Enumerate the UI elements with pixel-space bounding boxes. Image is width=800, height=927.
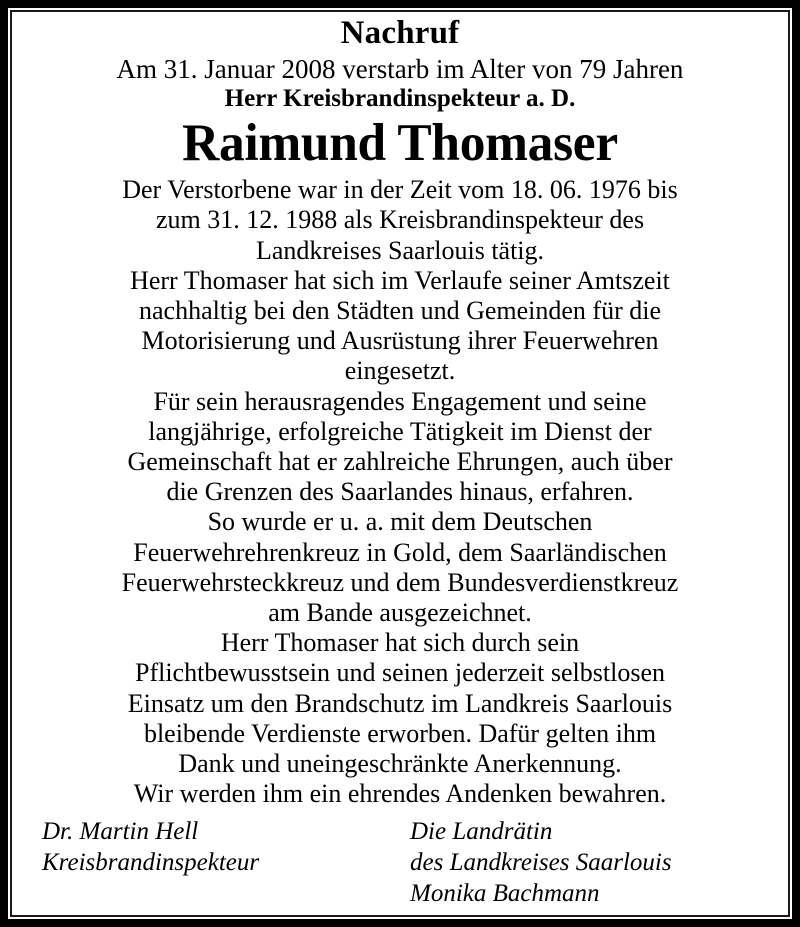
deceased-rank-line: Herr Kreisbrandinspekteur a. D. <box>224 84 576 112</box>
signatory-name: Dr. Martin Hell <box>42 818 199 846</box>
notice-title: Nachruf <box>340 15 460 51</box>
signatory-role: Die Landrätin <box>410 818 553 846</box>
body-line: langjährige, erfolgreiche Tätigkeit im Dienst der <box>148 416 652 446</box>
signatory-name: Monika Bachmann <box>410 880 600 908</box>
body-line: bleibende Verdienste erworben. Dafür gelten ihm <box>143 718 657 748</box>
body-line: Wir werden ihm ein ehrendes Andenken bewahren. <box>133 779 667 809</box>
body-line: nachhaltig bei den Städten und Gemeinden für die <box>138 295 661 325</box>
body-line: am Bande ausgezeichnet. <box>268 598 532 627</box>
body-line: So wurde er u. a. mit dem Deutschen <box>207 507 593 537</box>
signatory-title: Kreisbrandinspekteur <box>42 849 260 877</box>
signatory-authority: des Landkreises Saarlouis <box>410 849 672 877</box>
deceased-name: Raimund Thomaser <box>182 113 618 172</box>
body-line: Motorisierung und Ausrüstung ihrer Feuerwehren <box>141 326 659 356</box>
body-line: Landkreises Saarlouis tätig. <box>255 235 545 265</box>
death-announcement-line: Am 31. Januar 2008 verstarb im Alter von 79 Jahren <box>116 53 684 84</box>
obituary-body <box>28 175 772 809</box>
signature-right <box>410 816 772 909</box>
body-line: Pflichtbewusstsein und seinen jederzeit selbstlosen <box>134 658 665 688</box>
body-line: Feuerwehrsteckkreuz und dem Bundesverdienstkreuz <box>121 567 679 597</box>
obituary-notice <box>8 8 792 919</box>
signature-left <box>42 816 410 878</box>
body-line: Herr Thomaser hat sich im Verlaufe seiner Amtszeit <box>130 265 670 295</box>
signature-block <box>28 816 772 909</box>
body-line: eingesetzt. <box>344 356 456 386</box>
body-line: Einsatz um den Brandschutz im Landkreis Saarlouis <box>127 688 673 718</box>
body-line: Für sein herausragendes Engagement und seine <box>153 386 647 416</box>
body-line: zum 31. 12. 1988 als Kreisbrandinspekteur des <box>155 205 645 235</box>
body-line: Dank und uneingeschränkte Anerkennung. <box>178 749 622 779</box>
body-line: Herr Thomaser hat sich durch sein <box>220 628 580 658</box>
body-line: die Grenzen des Saarlandes hinaus, erfahren. <box>166 477 634 507</box>
obituary-body-text <box>28 175 772 809</box>
body-line: Feuerwehrehrenkreuz in Gold, dem Saarländischen <box>133 537 667 567</box>
body-line: Der Verstorbene war in der Zeit vom 18. 06. 1976 bis <box>122 175 678 205</box>
body-line: Gemeinschaft hat er zahlreiche Ehrungen, auch über <box>127 446 673 476</box>
